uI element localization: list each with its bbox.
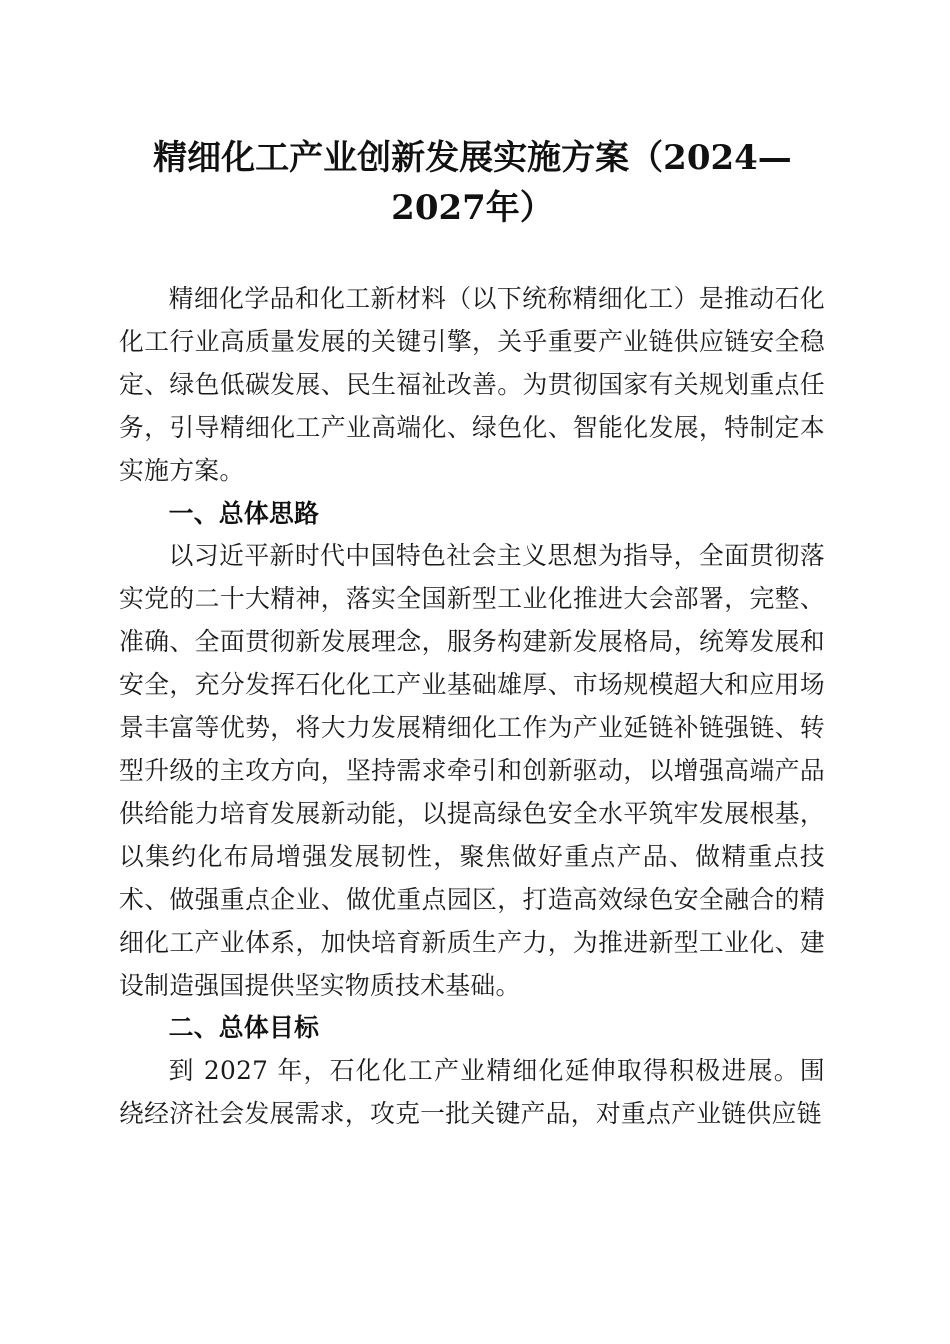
document-title: 精细化工产业创新发展实施方案（2024—2027年） — [153, 138, 792, 228]
intro-paragraph: 精细化学品和化工新材料（以下统称精细化工）是推动石化化工行业高质量发展的关键引擎，关乎重要产业链供应链安全稳定、绿色低碳发展、民生福祉改善。为贯彻国家有关规划重点任务，引导精细化工产业高端化、绿色化、智能化发展，特制定本实施方案。 — [119, 284, 825, 485]
document-body — [119, 278, 825, 1136]
section-paragraph-overall-goals: 到 2027 年，石化化工产业精细化延伸取得积极进展。围绕经济社会发展需求，攻克一批关键产品，对重点产业链供应链 — [119, 1056, 825, 1129]
section-paragraph-overall-approach: 以习近平新时代中国特色社会主义思想为指导，全面贯彻落实党的二十大精神，落实全国新型工业化推进大会部署，完整、准确、全面贯彻新发展理念，服务构建新发展格局，统筹发展和安全，充分发挥石化化工产业基础雄厚、市场规模超大和应用场景丰富等优势，将大力发展精细化工作为产业延链补链强链、转型升级的主攻方向，坚持需求牵引和创新驱动，以增强高端产品供给能力培育发展新动能，以提高绿色安全水平筑牢发展根基，以集约化布局增强发展韧性，聚焦做好重点产品、做精重点技术、做强重点企业、做优重点园区，打造高效绿色安全融合的精细化工产业体系，加快培育新质生产力，为推进新型工业化、建设制造强国提供坚实物质技术基础。 — [119, 541, 825, 1000]
section-heading-overall-goals: 二、总体目标 — [168, 1013, 320, 1043]
section-heading-overall-approach: 一、总体思路 — [168, 498, 320, 528]
